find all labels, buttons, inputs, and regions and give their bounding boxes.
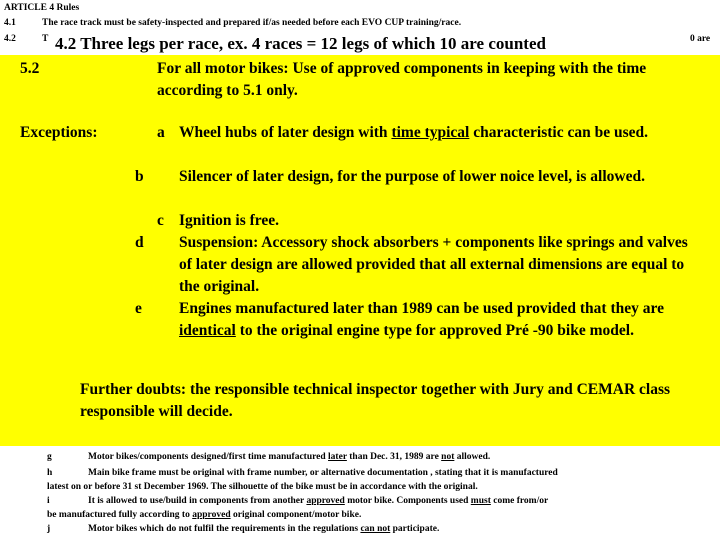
rule-i-line2: be manufactured fully according to approved original component/motor bike. [47, 510, 362, 520]
exception-item-c [157, 210, 697, 232]
item-text: Silencer of later design, for the purpose of lower noice level, is allowed. [179, 168, 645, 185]
rule-4-2-text-end: 0 are [690, 34, 711, 44]
rule-g-text: Motor bikes/components designed/first time manufactured later than Dec. 31, 1989 are not allowed. [88, 452, 491, 462]
rule-4-2-number: 4.2 [4, 34, 16, 44]
item-underlined: identical [179, 322, 236, 339]
item-letter: c [157, 212, 164, 229]
rule-h-letter: h [47, 468, 53, 478]
further-doubts-text: Further doubts: the responsible technical inspector together with Jury and CEMAR class responsible will decide. [80, 381, 671, 420]
exception-item-d [135, 232, 697, 298]
section-5-2-number: 5.2 [20, 60, 40, 77]
rule-j-letter: j [47, 524, 51, 534]
rule-i-letter: i [47, 496, 50, 506]
rule-h-line2: latest on or before 31 st December 1969. The silhouette of the bike must be in accordance with the original. [47, 482, 478, 492]
rule-g-letter: g [47, 452, 52, 462]
exceptions-label: Exceptions: [20, 124, 98, 141]
overlay-title: 4.2 Three legs per race, ex. 4 races = 12 legs of which 10 are counted [55, 34, 546, 53]
article-heading: ARTICLE 4 Rules [4, 3, 80, 13]
item-text: Wheel hubs of later design with [179, 124, 392, 141]
item-text-end: to the original engine type for approved Pré -90 bike model. [235, 322, 634, 339]
item-text: Ignition is free. [179, 212, 280, 229]
item-letter: e [135, 300, 142, 317]
item-text: Suspension: Accessory shock absorbers + components like springs and valves of later design are allowed provided that all external dimensions are equal to the original. [179, 234, 688, 295]
exception-item-e [135, 298, 697, 342]
rule-4-2-text-start: T [42, 34, 49, 44]
rule-j-text: Motor bikes which do not fulfil the requirements in the regulations can not participate. [88, 524, 440, 534]
rule-i-line1: It is allowed to use/build in components from another approved motor bike. Components used must come from/or [88, 496, 549, 506]
rule-4-1-number: 4.1 [4, 18, 16, 28]
exception-item-a [157, 122, 697, 144]
exception-item-b [135, 166, 697, 188]
item-text: Engines manufactured later than 1989 can be used provided that they are [179, 300, 664, 317]
item-letter: d [135, 234, 144, 251]
section-5-2-text: For all motor bikes: Use of approved components in keeping with the time according to 5.1 only. [157, 60, 647, 99]
item-letter: a [157, 124, 165, 141]
item-letter: b [135, 168, 144, 185]
rule-4-1-text: The race track must be safety-inspected and prepared if/as needed before each EVO CUP training/race. [42, 18, 462, 28]
item-underlined: time typical [391, 124, 470, 141]
rule-h-line1: Main bike frame must be original with frame number, or alternative documentation , stating that it is manufactured [88, 468, 558, 478]
item-text-end: characteristic can be used. [469, 124, 649, 141]
